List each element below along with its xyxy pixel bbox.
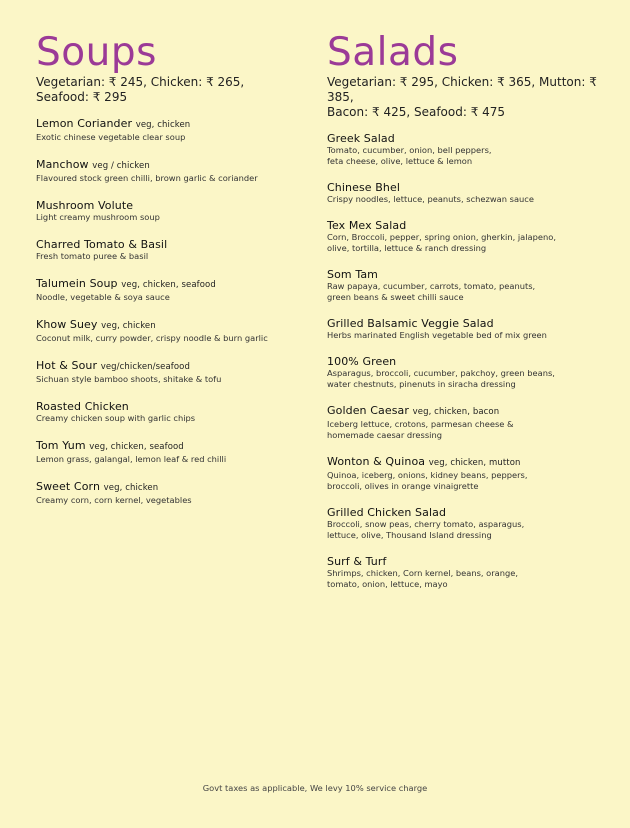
menu-item (327, 555, 617, 590)
menu-item-name: Lemon Coriander (36, 117, 133, 130)
menu-item-name-line (327, 268, 617, 281)
soups-section (36, 32, 306, 521)
menu-item (36, 359, 306, 385)
menu-item-description: Sichuan style bamboo shoots, shitake & tofu (36, 374, 222, 384)
menu-item-tag: veg, chicken, seafood (121, 280, 216, 290)
menu-item-name: Som Tam (327, 268, 378, 281)
menu-item-tag: veg, chicken, mutton (428, 458, 521, 468)
menu-item (36, 439, 306, 465)
menu-item (36, 238, 306, 262)
menu-item-name: Manchow (36, 158, 89, 171)
menu-item-description: Light creamy mushroom soup (36, 212, 160, 222)
menu-item (327, 404, 617, 441)
salads-list (327, 132, 617, 590)
menu-item-description: Creamy corn, corn kernel, vegetables (36, 495, 192, 505)
menu-item-description: Crispy noodles, lettuce, peanuts, schezwan sauce (327, 194, 534, 204)
menu-item-name-line (327, 455, 617, 470)
soups-title: Soups (36, 30, 157, 75)
salads-section (327, 32, 617, 604)
menu-item-description: Lemon grass, galangal, lemon leaf & red chilli (36, 454, 227, 464)
menu-item-name: Tom Yum (36, 439, 86, 452)
menu-item (36, 480, 306, 506)
menu-item (36, 277, 306, 303)
menu-item-name: Greek Salad (327, 132, 395, 145)
menu-item-name: Khow Suey (36, 318, 98, 331)
menu-item-tag: veg, chicken (135, 120, 191, 130)
menu-item-name: Golden Caesar (327, 404, 410, 417)
menu-item-description: Fresh tomato puree & basil (36, 251, 149, 261)
menu-item-name-line (36, 400, 306, 413)
menu-item (36, 318, 306, 344)
menu-item-name-line (327, 317, 617, 330)
menu-item-name: Wonton & Quinoa (327, 455, 426, 468)
menu-item (327, 268, 617, 303)
soups-list (36, 117, 306, 506)
menu-item-name: Hot & Sour (36, 359, 98, 372)
menu-item-tag: veg / chicken (92, 161, 150, 171)
salads-prices: Vegetarian: ₹ 295, Chicken: ₹ 365, Mutton: ₹ 385, Bacon: ₹ 425, Seafood: ₹ 475 (327, 75, 597, 119)
menu-item-tag: veg, chicken, seafood (89, 442, 184, 452)
menu-item-description: Broccoli, snow peas, cherry tomato, asparagus, lettuce, olive, Thousand Island dressing (327, 519, 525, 540)
menu-item-description: Corn, Broccoli, pepper, spring onion, gherkin, jalapeno, olive, tortilla, lettuce & ranch dressing (327, 232, 556, 253)
soups-prices: Vegetarian: ₹ 245, Chicken: ₹ 265, Seafood: ₹ 295 (36, 75, 245, 104)
menu-item-description: Herbs marinated English vegetable bed of mix green (327, 330, 547, 340)
menu-item (327, 355, 617, 390)
menu-item-description: Exotic chinese vegetable clear soup (36, 132, 186, 142)
menu-item-name-line (36, 439, 306, 454)
menu-item-description: Iceberg lettuce, crotons, parmesan cheese & homemade caesar dressing (327, 419, 514, 440)
menu-item-description: Creamy chicken soup with garlic chips (36, 413, 196, 423)
menu-item-description: Coconut milk, curry powder, crispy noodle & burn garlic (36, 333, 268, 343)
menu-item-tag: veg, chicken (103, 483, 159, 493)
menu-item (327, 181, 617, 205)
footer-note: Govt taxes as applicable, We levy 10% service charge (202, 783, 428, 793)
menu-item-description: Tomato, cucumber, onion, bell peppers, feta cheese, olive, lettuce & lemon (327, 145, 492, 166)
menu-item-name-line (327, 219, 617, 232)
menu-item-name-line (36, 480, 306, 495)
menu-item-name: Mushroom Volute (36, 199, 134, 212)
menu-item-tag: veg, chicken, bacon (412, 407, 500, 417)
menu-item (327, 455, 617, 492)
menu-item-name-line (327, 555, 617, 568)
menu-item-description: Raw papaya, cucumber, carrots, tomato, peanuts, green beans & sweet chilli sauce (327, 281, 536, 302)
menu-item-name: Chinese Bhel (327, 181, 400, 194)
menu-item-tag: veg, chicken (101, 321, 156, 331)
menu-item-name-line (36, 359, 306, 374)
menu-item-description: Quinoa, iceberg, onions, kidney beans, peppers, broccoli, olives in orange vinaigrette (327, 470, 528, 491)
menu-item-name: Surf & Turf (327, 555, 387, 568)
menu-item-name-line (36, 277, 306, 292)
menu-item (36, 199, 306, 223)
menu-item (327, 132, 617, 167)
menu-item-description: Noodle, vegetable & soya sauce (36, 292, 170, 302)
menu-item (36, 117, 306, 143)
menu-item-tag: veg/chicken/seafood (100, 362, 190, 372)
menu-item-name-line (327, 132, 617, 145)
menu-item-name-line (36, 318, 306, 333)
menu-item-name: Grilled Chicken Salad (327, 506, 447, 519)
menu-item-name: Roasted Chicken (36, 400, 129, 413)
menu-item (36, 400, 306, 424)
menu-item-name: 100% Green (327, 355, 397, 368)
menu-item-name: Tex Mex Salad (327, 219, 407, 232)
menu-item-name: Grilled Balsamic Veggie Salad (327, 317, 494, 330)
menu-item (327, 506, 617, 541)
menu-item-name-line (36, 238, 306, 251)
menu-item-name-line (327, 506, 617, 519)
menu-item-name: Talumein Soup (36, 277, 118, 290)
menu-item-name-line (36, 199, 306, 212)
menu-item-name-line (36, 117, 306, 132)
salads-title: Salads (327, 30, 459, 75)
menu-item-name-line (36, 158, 306, 173)
menu-item-name-line (327, 404, 617, 419)
menu-item (327, 219, 617, 254)
menu-item (327, 317, 617, 341)
menu-item-description: Shrimps, chicken, Corn kernel, beans, orange, tomato, onion, lettuce, mayo (327, 568, 519, 589)
menu-item-description: Asparagus, broccoli, cucumber, pakchoy, green beans, water chestnuts, pinenuts in siracha dressing (327, 368, 555, 389)
menu-item (36, 158, 306, 184)
menu-item-description: Flavoured stock green chilli, brown garlic & coriander (36, 173, 258, 183)
menu-item-name: Sweet Corn (36, 480, 101, 493)
menu-item-name-line (327, 355, 617, 368)
menu-item-name: Charred Tomato & Basil (36, 238, 168, 251)
menu-item-name-line (327, 181, 617, 194)
